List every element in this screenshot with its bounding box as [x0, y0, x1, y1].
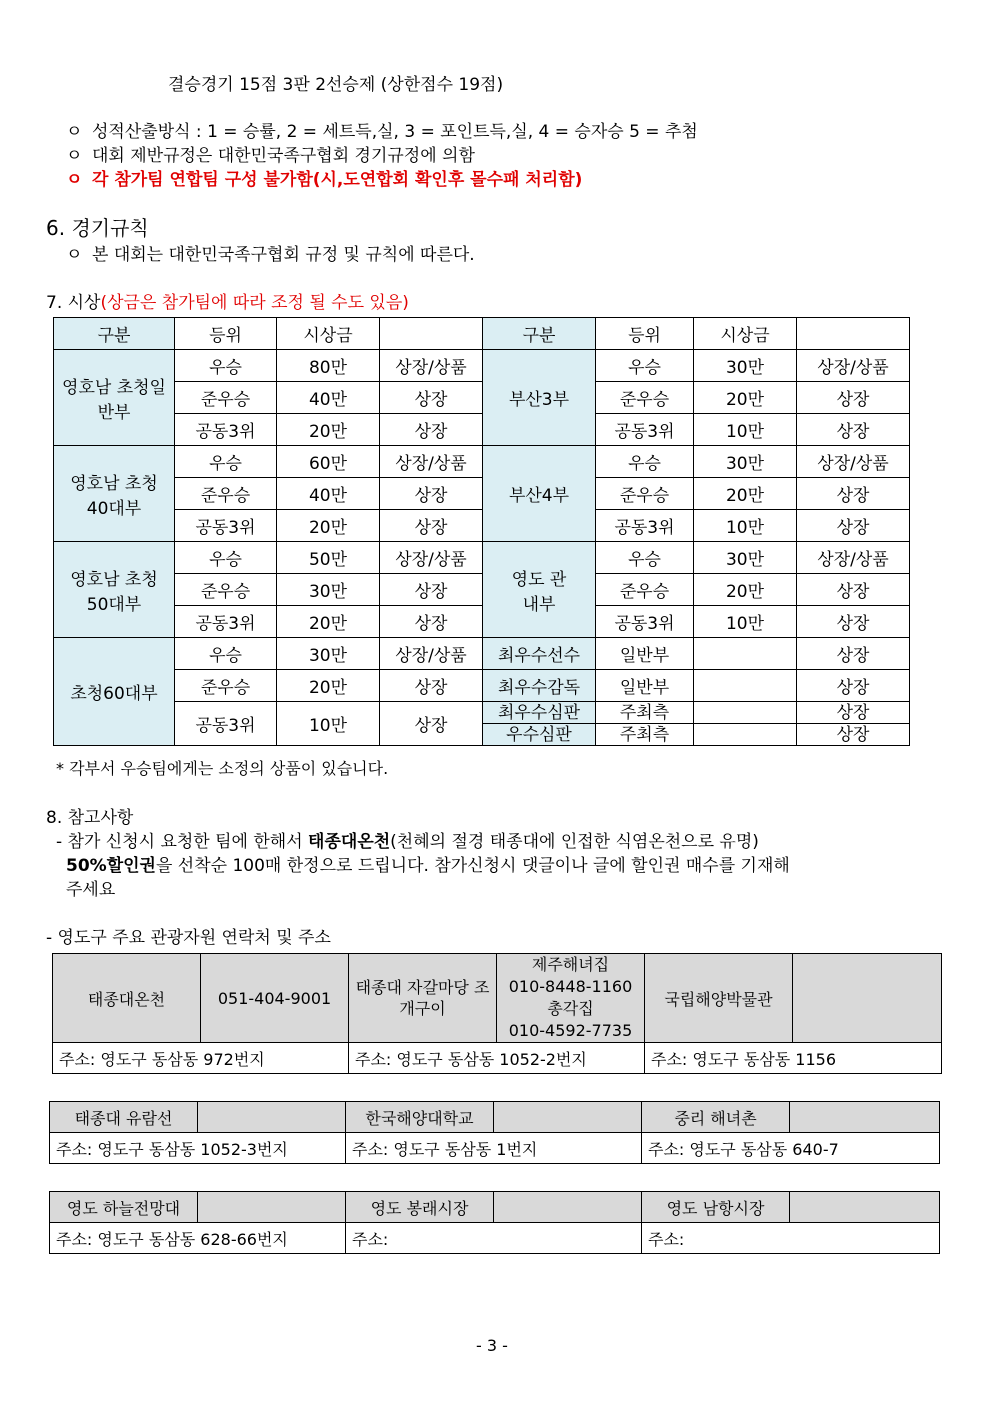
- prize-cell: 20만: [694, 478, 797, 510]
- prize-cell: 30만: [694, 542, 797, 574]
- rank-cell: 준우승: [596, 382, 694, 414]
- prize-cell: 30만: [694, 350, 797, 382]
- award-cell: 상장/상품: [380, 542, 483, 574]
- prize-cell: 20만: [694, 382, 797, 414]
- award-cell: 상장: [380, 510, 483, 542]
- award-cell: 상장/상품: [797, 446, 910, 478]
- header-cell: [380, 318, 483, 350]
- rank-cell: 우승: [175, 446, 277, 478]
- tour-name-cell: 중리 해녀촌: [642, 1102, 790, 1133]
- address-cell: 주소: 영도구 동삼동 972번지: [53, 1043, 349, 1074]
- bullet-mark: ㅇ: [66, 245, 83, 265]
- award-cell: 상장/상품: [380, 446, 483, 478]
- bullet-mark: ㅇ: [66, 122, 83, 142]
- bullet-text: 본 대회는 대한민국족구협회 규정 및 규칙에 따른다.: [92, 245, 475, 265]
- page-number: - 3 -: [476, 1336, 508, 1355]
- bullet-mark: ㅇ: [66, 170, 83, 190]
- header-cell: 시상금: [277, 318, 380, 350]
- special-award-cell: 최우수선수: [483, 638, 596, 670]
- tour-table-2: [49, 1101, 940, 1164]
- line1-post: (천혜의 절경 태종대에 인접한 식염온천으로 유명): [390, 832, 759, 852]
- table-row: [53, 1043, 942, 1074]
- rank-cell: 공동3위: [596, 606, 694, 638]
- prize-cell: 10만: [694, 414, 797, 446]
- prize-cell: 10만: [694, 606, 797, 638]
- special-award-type-cell: 상장: [797, 702, 910, 724]
- table-row: [54, 574, 910, 606]
- special-prize-cell: [694, 702, 797, 724]
- award-cell: 상장/상품: [380, 638, 483, 670]
- line2-bold: 50%할인권: [66, 856, 156, 876]
- award-cell: 상장: [797, 478, 910, 510]
- bullet-mark: ㅇ: [66, 146, 83, 166]
- prize-cell: 20만: [277, 606, 380, 638]
- tour-phone-cell: [793, 954, 942, 1043]
- special-dept-cell: 주최측: [596, 702, 694, 724]
- rank-cell: 공동3위: [175, 702, 277, 746]
- table-row: [54, 382, 910, 414]
- rank-cell: 준우승: [175, 574, 277, 606]
- rank-cell: 우승: [596, 446, 694, 478]
- table-row: [54, 446, 910, 478]
- rank-cell: 준우승: [175, 670, 277, 702]
- address-cell: 주소: 영도구 동삼동 1052-2번지: [349, 1043, 645, 1074]
- table-row: [54, 606, 910, 638]
- special-award-cell: 최우수감독: [483, 670, 596, 702]
- tour-blank-cell: [494, 1192, 642, 1223]
- award-cell: 상장: [380, 670, 483, 702]
- table-row: [54, 510, 910, 542]
- prize-cell: 20만: [277, 510, 380, 542]
- prize-cell: 10만: [277, 702, 380, 746]
- header-cell: 등위: [175, 318, 277, 350]
- prize-cell: 40만: [277, 478, 380, 510]
- special-award-type-cell: 상장: [797, 638, 910, 670]
- table-row: [54, 542, 910, 574]
- section6-bullet: [66, 240, 475, 265]
- award-cell: 상장: [380, 478, 483, 510]
- warning-text: 각 참가팀 연합팀 구성 불가함(시,도연합회 확인후 몰수패 처리함): [92, 170, 583, 190]
- special-dept-cell: 일반부: [596, 670, 694, 702]
- table-row: [53, 954, 942, 1043]
- tour-name-cell: 국립해양박물관: [645, 954, 793, 1043]
- address-cell: 주소: 영도구 동삼동 628-66번지: [50, 1223, 346, 1254]
- prize-cell: 30만: [277, 638, 380, 670]
- tour-name-cell: 영도 남항시장: [642, 1192, 790, 1223]
- prize-cell: 20만: [277, 670, 380, 702]
- tour-name-cell: 한국해양대학교: [346, 1102, 494, 1133]
- prize-cell: 60만: [277, 446, 380, 478]
- division-cell: 영도 관내부: [483, 542, 596, 638]
- stack-line: 010-8448-1160: [508, 977, 633, 996]
- stack-line: 총각집: [547, 999, 594, 1018]
- stack-line: 010-4592-7735: [508, 1021, 633, 1040]
- rank-cell: 공동3위: [175, 510, 277, 542]
- rank-cell: 우승: [175, 542, 277, 574]
- header-cell: 구분: [483, 318, 596, 350]
- special-prize-cell: [694, 724, 797, 746]
- table-row: [50, 1192, 940, 1223]
- award-cell: 상장: [380, 382, 483, 414]
- special-prize-cell: [694, 638, 797, 670]
- award-cell: 상장: [380, 414, 483, 446]
- tour-name-cell: 태종대온천: [53, 954, 201, 1043]
- warning-line: [66, 165, 582, 190]
- award-cell: 상장/상품: [380, 350, 483, 382]
- table-row: [50, 1133, 940, 1164]
- address-cell: 주소:: [642, 1223, 940, 1254]
- special-award-cell: 우수심판: [483, 724, 596, 746]
- special-award-type-cell: 상장: [797, 670, 910, 702]
- division-cell: 영호남 초청일반부: [54, 350, 175, 446]
- section8-line1: [56, 827, 759, 852]
- prize-cell: 50만: [277, 542, 380, 574]
- prize-cell: 30만: [694, 446, 797, 478]
- award-cell: 상장/상품: [797, 350, 910, 382]
- award-cell: 상장/상품: [797, 542, 910, 574]
- special-award-cell: 최우수심판: [483, 702, 596, 724]
- award-cell: 상장: [797, 606, 910, 638]
- tour-name-cell: 영도 하늘전망대: [50, 1192, 198, 1223]
- tour-title: - 영도구 주요 관광자원 연락처 및 주소: [46, 928, 331, 948]
- bullet-line-1: [66, 117, 698, 142]
- award-cell: 상장: [797, 382, 910, 414]
- tour-phone-stack-cell: [497, 954, 645, 1043]
- prize-cell: 40만: [277, 382, 380, 414]
- division-cell: 영호남 초청50대부: [54, 542, 175, 638]
- special-award-type-cell: 상장: [797, 724, 910, 746]
- tour-blank-cell: [198, 1102, 346, 1133]
- section6-title: 6. 경기규칙: [46, 216, 149, 240]
- division-cell: 초청60대부: [54, 638, 175, 746]
- rank-cell: 우승: [175, 638, 277, 670]
- address-cell: 주소: 영도구 동삼동 1156: [645, 1043, 942, 1074]
- special-prize-cell: [694, 670, 797, 702]
- award-cell: 상장: [797, 574, 910, 606]
- award-cell: 상장: [797, 510, 910, 542]
- tour-blank-cell: [790, 1192, 940, 1223]
- division-cell: 영호남 초청40대부: [54, 446, 175, 542]
- tour-name-cell: 태종대 자갈마당 조개구이: [349, 954, 497, 1043]
- rank-cell: 공동3위: [175, 414, 277, 446]
- stack-line: 제주해녀집: [531, 955, 610, 974]
- table-row: [50, 1223, 940, 1254]
- rank-cell: 공동3위: [596, 414, 694, 446]
- division-cell: 부산4부: [483, 446, 596, 542]
- table-row: [50, 1102, 940, 1133]
- rank-cell: 공동3위: [596, 510, 694, 542]
- tour-name-cell: 태종대 유람선: [50, 1102, 198, 1133]
- address-cell: 주소:: [346, 1223, 642, 1254]
- table-row: [54, 350, 910, 382]
- special-dept-cell: 주최측: [596, 724, 694, 746]
- prize-table: [53, 317, 910, 746]
- prize-header-row: [54, 318, 910, 350]
- tour-table-3: [49, 1191, 940, 1254]
- rank-cell: 우승: [596, 350, 694, 382]
- award-cell: 상장: [380, 702, 483, 746]
- prize-cell: 20만: [277, 414, 380, 446]
- rank-cell: 우승: [175, 350, 277, 382]
- address-cell: 주소: 영도구 동삼동 1번지: [346, 1133, 642, 1164]
- rank-cell: 우승: [596, 542, 694, 574]
- rank-cell: 준우승: [175, 478, 277, 510]
- bullet-line-2: [66, 141, 475, 166]
- section7-title-prefix: 7. 시상: [46, 293, 101, 313]
- section7-title-note: (상금은 참가팀에 따라 조정 될 수도 있음): [100, 293, 409, 313]
- section8-line3: 주세요: [66, 880, 116, 900]
- header-cell: [797, 318, 910, 350]
- bullet-text: 성적산출방식 : 1 = 승률, 2 = 세트득,실, 3 = 포인트득,실, 4 = 승자승 5 = 추첨: [92, 122, 698, 142]
- special-dept-cell: 일반부: [596, 638, 694, 670]
- prize-cell: 20만: [694, 574, 797, 606]
- table-row: [54, 670, 910, 702]
- prize-cell: 80만: [277, 350, 380, 382]
- tour-blank-cell: [790, 1102, 940, 1133]
- final-rule: 결승경기 15점 3판 2선승제 (상한점수 19점): [168, 75, 504, 95]
- bullet-text: 대회 제반규정은 대한민국족구협회 경기규정에 의함: [92, 146, 475, 166]
- award-cell: 상장: [380, 574, 483, 606]
- table-row: [54, 414, 910, 446]
- rank-cell: 준우승: [175, 382, 277, 414]
- tour-table-1: [52, 953, 942, 1074]
- prize-cell: 10만: [694, 510, 797, 542]
- table-row: [54, 478, 910, 510]
- rank-cell: 준우승: [596, 478, 694, 510]
- address-cell: 주소: 영도구 동삼동 640-7: [642, 1133, 940, 1164]
- award-cell: 상장: [797, 414, 910, 446]
- line2-text: 을 선착순 100매 한정으로 드립니다. 참가신청시 댓글이나 글에 할인권 매수를 기재해: [155, 856, 790, 876]
- prize-footnote: * 각부서 우승팀에게는 소정의 상품이 있습니다.: [56, 759, 389, 778]
- prize-cell: 30만: [277, 574, 380, 606]
- division-cell: 부산3부: [483, 350, 596, 446]
- header-cell: 등위: [596, 318, 694, 350]
- header-cell: 시상금: [694, 318, 797, 350]
- tour-blank-cell: [198, 1192, 346, 1223]
- tour-name-cell: 영도 봉래시장: [346, 1192, 494, 1223]
- section8-line2: [66, 851, 790, 876]
- line1-bold: 태종대온천: [308, 832, 391, 852]
- award-cell: 상장: [380, 606, 483, 638]
- address-cell: 주소: 영도구 동삼동 1052-3번지: [50, 1133, 346, 1164]
- section8-title: 8. 참고사항: [46, 808, 134, 828]
- tour-blank-cell: [494, 1102, 642, 1133]
- header-cell: 구분: [54, 318, 175, 350]
- rank-cell: 준우승: [596, 574, 694, 606]
- tour-phone-cell: 051-404-9001: [201, 954, 349, 1043]
- table-row: [54, 638, 910, 670]
- line1-text: - 참가 신청시 요청한 팀에 한해서: [56, 832, 309, 852]
- section7-title: [46, 288, 409, 313]
- rank-cell: 공동3위: [175, 606, 277, 638]
- table-row: [54, 702, 910, 724]
